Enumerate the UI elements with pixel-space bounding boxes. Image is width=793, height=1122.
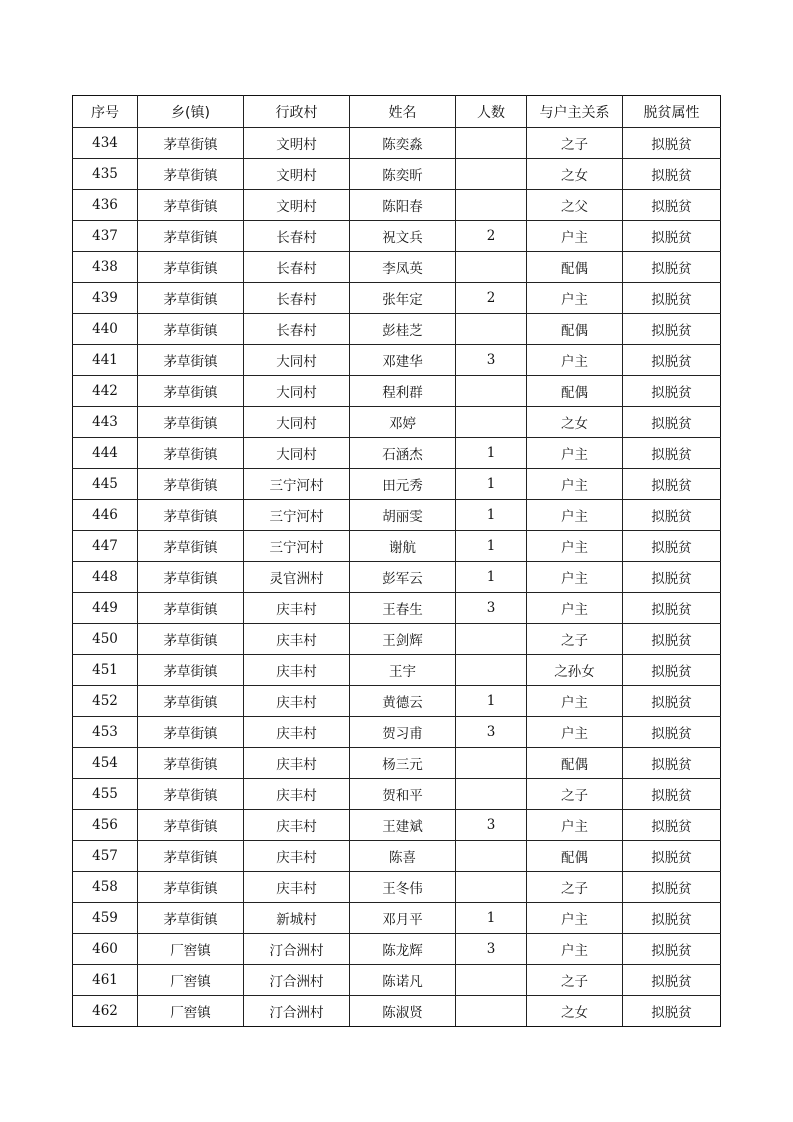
cell-relation: 之孙女	[527, 655, 623, 686]
cell-index: 449	[73, 593, 138, 624]
cell-index: 439	[73, 283, 138, 314]
table-row	[73, 593, 721, 624]
cell-village: 三宁河村	[244, 500, 350, 531]
cell-index: 456	[73, 810, 138, 841]
cell-name: 王宇	[350, 655, 456, 686]
cell-village: 汀合洲村	[244, 965, 350, 996]
table-row	[73, 314, 721, 345]
table-row	[73, 686, 721, 717]
cell-name: 陈阳春	[350, 190, 456, 221]
table-row	[73, 128, 721, 159]
cell-index: 438	[73, 252, 138, 283]
cell-household-size: 2	[456, 283, 527, 314]
cell-index: 445	[73, 469, 138, 500]
cell-relation: 之父	[527, 190, 623, 221]
header-township: 乡(镇)	[138, 96, 244, 128]
cell-township: 茅草街镇	[138, 903, 244, 934]
table-row	[73, 965, 721, 996]
cell-relation: 之女	[527, 996, 623, 1027]
cell-name: 王冬伟	[350, 872, 456, 903]
cell-index: 448	[73, 562, 138, 593]
cell-relation: 之子	[527, 965, 623, 996]
table-row	[73, 438, 721, 469]
table-row	[73, 717, 721, 748]
header-relation: 与户主关系	[527, 96, 623, 128]
cell-name: 王剑辉	[350, 624, 456, 655]
cell-household-size	[456, 314, 527, 345]
cell-township: 茅草街镇	[138, 655, 244, 686]
cell-village: 庆丰村	[244, 748, 350, 779]
cell-township: 茅草街镇	[138, 593, 244, 624]
cell-status: 拟脱贫	[623, 562, 721, 593]
cell-name: 程利群	[350, 376, 456, 407]
cell-village: 长春村	[244, 283, 350, 314]
cell-name: 胡丽雯	[350, 500, 456, 531]
cell-household-size: 1	[456, 562, 527, 593]
cell-status: 拟脱贫	[623, 407, 721, 438]
cell-index: 450	[73, 624, 138, 655]
cell-township: 厂窖镇	[138, 934, 244, 965]
cell-relation: 之子	[527, 872, 623, 903]
cell-relation: 之子	[527, 779, 623, 810]
cell-name: 贺习甫	[350, 717, 456, 748]
cell-name: 谢航	[350, 531, 456, 562]
table-row	[73, 500, 721, 531]
cell-index: 447	[73, 531, 138, 562]
cell-index: 440	[73, 314, 138, 345]
cell-household-size	[456, 965, 527, 996]
cell-village: 文明村	[244, 190, 350, 221]
table-row	[73, 159, 721, 190]
cell-village: 庆丰村	[244, 655, 350, 686]
cell-household-size	[456, 128, 527, 159]
cell-status: 拟脱贫	[623, 128, 721, 159]
cell-name: 王春生	[350, 593, 456, 624]
cell-status: 拟脱贫	[623, 996, 721, 1027]
cell-township: 茅草街镇	[138, 345, 244, 376]
cell-index: 435	[73, 159, 138, 190]
cell-index: 453	[73, 717, 138, 748]
cell-relation: 户主	[527, 283, 623, 314]
cell-index: 442	[73, 376, 138, 407]
cell-relation: 户主	[527, 531, 623, 562]
cell-index: 452	[73, 686, 138, 717]
cell-status: 拟脱贫	[623, 159, 721, 190]
cell-township: 茅草街镇	[138, 190, 244, 221]
cell-village: 庆丰村	[244, 717, 350, 748]
cell-index: 443	[73, 407, 138, 438]
cell-household-size: 2	[456, 221, 527, 252]
cell-township: 茅草街镇	[138, 531, 244, 562]
cell-status: 拟脱贫	[623, 345, 721, 376]
cell-village: 长春村	[244, 252, 350, 283]
cell-index: 436	[73, 190, 138, 221]
cell-household-size	[456, 252, 527, 283]
cell-village: 三宁河村	[244, 469, 350, 500]
cell-name: 邓建华	[350, 345, 456, 376]
cell-relation: 户主	[527, 593, 623, 624]
cell-household-size: 3	[456, 810, 527, 841]
cell-village: 汀合洲村	[244, 996, 350, 1027]
cell-relation: 户主	[527, 686, 623, 717]
header-index: 序号	[73, 96, 138, 128]
cell-household-size: 1	[456, 903, 527, 934]
cell-status: 拟脱贫	[623, 841, 721, 872]
cell-township: 茅草街镇	[138, 283, 244, 314]
header-village: 行政村	[244, 96, 350, 128]
cell-household-size: 1	[456, 469, 527, 500]
cell-index: 441	[73, 345, 138, 376]
cell-household-size	[456, 376, 527, 407]
cell-status: 拟脱贫	[623, 531, 721, 562]
table-row	[73, 283, 721, 314]
cell-name: 李凤英	[350, 252, 456, 283]
cell-status: 拟脱贫	[623, 314, 721, 345]
cell-index: 460	[73, 934, 138, 965]
table-row	[73, 624, 721, 655]
cell-name: 邓婷	[350, 407, 456, 438]
cell-relation: 配偶	[527, 748, 623, 779]
table-row	[73, 190, 721, 221]
cell-village: 文明村	[244, 159, 350, 190]
cell-name: 陈龙辉	[350, 934, 456, 965]
header-row	[73, 96, 721, 128]
cell-relation: 户主	[527, 345, 623, 376]
cell-relation: 户主	[527, 717, 623, 748]
cell-index: 437	[73, 221, 138, 252]
cell-township: 茅草街镇	[138, 376, 244, 407]
cell-village: 长春村	[244, 314, 350, 345]
cell-index: 446	[73, 500, 138, 531]
cell-status: 拟脱贫	[623, 903, 721, 934]
cell-township: 茅草街镇	[138, 407, 244, 438]
cell-relation: 配偶	[527, 841, 623, 872]
cell-status: 拟脱贫	[623, 624, 721, 655]
cell-household-size	[456, 841, 527, 872]
cell-village: 大同村	[244, 438, 350, 469]
cell-household-size: 1	[456, 531, 527, 562]
cell-village: 灵官洲村	[244, 562, 350, 593]
cell-status: 拟脱贫	[623, 438, 721, 469]
cell-township: 茅草街镇	[138, 717, 244, 748]
table-row	[73, 345, 721, 376]
cell-township: 茅草街镇	[138, 810, 244, 841]
cell-name: 陈淑贤	[350, 996, 456, 1027]
cell-household-size	[456, 407, 527, 438]
cell-township: 茅草街镇	[138, 500, 244, 531]
cell-household-size	[456, 655, 527, 686]
cell-index: 455	[73, 779, 138, 810]
cell-relation: 户主	[527, 500, 623, 531]
cell-relation: 之子	[527, 624, 623, 655]
cell-name: 彭桂芝	[350, 314, 456, 345]
table-row	[73, 748, 721, 779]
cell-household-size: 3	[456, 345, 527, 376]
cell-index: 434	[73, 128, 138, 159]
cell-village: 庆丰村	[244, 779, 350, 810]
cell-village: 大同村	[244, 376, 350, 407]
table-row	[73, 872, 721, 903]
table-row	[73, 841, 721, 872]
cell-household-size	[456, 748, 527, 779]
cell-household-size: 3	[456, 934, 527, 965]
header-household-size: 人数	[456, 96, 527, 128]
cell-name: 陈奕淼	[350, 128, 456, 159]
table-row	[73, 996, 721, 1027]
cell-household-size	[456, 996, 527, 1027]
cell-township: 茅草街镇	[138, 748, 244, 779]
cell-village: 新城村	[244, 903, 350, 934]
cell-index: 458	[73, 872, 138, 903]
cell-status: 拟脱贫	[623, 283, 721, 314]
cell-village: 庆丰村	[244, 872, 350, 903]
cell-name: 田元秀	[350, 469, 456, 500]
cell-village: 庆丰村	[244, 593, 350, 624]
cell-township: 茅草街镇	[138, 872, 244, 903]
table-row	[73, 376, 721, 407]
table-row	[73, 221, 721, 252]
cell-relation: 配偶	[527, 376, 623, 407]
cell-status: 拟脱贫	[623, 717, 721, 748]
header-status: 脱贫属性	[623, 96, 721, 128]
cell-relation: 户主	[527, 934, 623, 965]
table-row	[73, 407, 721, 438]
cell-household-size	[456, 190, 527, 221]
cell-household-size	[456, 624, 527, 655]
cell-township: 茅草街镇	[138, 128, 244, 159]
cell-status: 拟脱贫	[623, 872, 721, 903]
cell-status: 拟脱贫	[623, 934, 721, 965]
cell-relation: 之女	[527, 159, 623, 190]
cell-name: 彭军云	[350, 562, 456, 593]
cell-relation: 户主	[527, 469, 623, 500]
cell-township: 茅草街镇	[138, 438, 244, 469]
cell-relation: 户主	[527, 810, 623, 841]
poverty-roster-table	[72, 95, 721, 1027]
cell-household-size	[456, 159, 527, 190]
cell-township: 茅草街镇	[138, 469, 244, 500]
cell-status: 拟脱贫	[623, 252, 721, 283]
cell-township: 茅草街镇	[138, 159, 244, 190]
cell-township: 茅草街镇	[138, 314, 244, 345]
cell-relation: 之女	[527, 407, 623, 438]
cell-household-size: 1	[456, 500, 527, 531]
cell-relation: 配偶	[527, 252, 623, 283]
cell-household-size: 3	[456, 717, 527, 748]
cell-relation: 之子	[527, 128, 623, 159]
cell-relation: 户主	[527, 562, 623, 593]
cell-name: 陈奕昕	[350, 159, 456, 190]
cell-index: 462	[73, 996, 138, 1027]
cell-status: 拟脱贫	[623, 469, 721, 500]
cell-village: 庆丰村	[244, 686, 350, 717]
cell-name: 祝文兵	[350, 221, 456, 252]
cell-township: 茅草街镇	[138, 221, 244, 252]
cell-village: 文明村	[244, 128, 350, 159]
cell-status: 拟脱贫	[623, 686, 721, 717]
cell-index: 457	[73, 841, 138, 872]
table-row	[73, 810, 721, 841]
table-row	[73, 934, 721, 965]
cell-household-size: 1	[456, 438, 527, 469]
cell-village: 三宁河村	[244, 531, 350, 562]
table-row	[73, 903, 721, 934]
cell-township: 茅草街镇	[138, 624, 244, 655]
cell-village: 庆丰村	[244, 841, 350, 872]
cell-name: 杨三元	[350, 748, 456, 779]
cell-village: 大同村	[244, 345, 350, 376]
cell-index: 461	[73, 965, 138, 996]
cell-township: 茅草街镇	[138, 779, 244, 810]
cell-index: 454	[73, 748, 138, 779]
cell-status: 拟脱贫	[623, 748, 721, 779]
cell-name: 贺和平	[350, 779, 456, 810]
cell-village: 庆丰村	[244, 810, 350, 841]
cell-name: 陈诺凡	[350, 965, 456, 996]
table-row	[73, 655, 721, 686]
cell-name: 王建斌	[350, 810, 456, 841]
table-row	[73, 779, 721, 810]
cell-status: 拟脱贫	[623, 593, 721, 624]
cell-township: 茅草街镇	[138, 686, 244, 717]
cell-township: 茅草街镇	[138, 841, 244, 872]
cell-relation: 户主	[527, 438, 623, 469]
cell-township: 茅草街镇	[138, 562, 244, 593]
cell-status: 拟脱贫	[623, 810, 721, 841]
table-row	[73, 252, 721, 283]
cell-name: 黄德云	[350, 686, 456, 717]
table-row	[73, 531, 721, 562]
cell-village: 大同村	[244, 407, 350, 438]
cell-relation: 户主	[527, 221, 623, 252]
cell-status: 拟脱贫	[623, 965, 721, 996]
table-row	[73, 562, 721, 593]
table-row	[73, 469, 721, 500]
cell-relation: 户主	[527, 903, 623, 934]
cell-index: 459	[73, 903, 138, 934]
cell-status: 拟脱贫	[623, 190, 721, 221]
cell-index: 451	[73, 655, 138, 686]
cell-name: 石涵杰	[350, 438, 456, 469]
header-name: 姓名	[350, 96, 456, 128]
cell-township: 厂窖镇	[138, 996, 244, 1027]
cell-relation: 配偶	[527, 314, 623, 345]
cell-name: 张年定	[350, 283, 456, 314]
cell-village: 长春村	[244, 221, 350, 252]
cell-township: 厂窖镇	[138, 965, 244, 996]
cell-household-size: 1	[456, 686, 527, 717]
cell-name: 邓月平	[350, 903, 456, 934]
cell-township: 茅草街镇	[138, 252, 244, 283]
cell-village: 汀合洲村	[244, 934, 350, 965]
cell-index: 444	[73, 438, 138, 469]
cell-status: 拟脱贫	[623, 779, 721, 810]
cell-status: 拟脱贫	[623, 655, 721, 686]
cell-status: 拟脱贫	[623, 221, 721, 252]
cell-household-size	[456, 779, 527, 810]
cell-name: 陈喜	[350, 841, 456, 872]
cell-village: 庆丰村	[244, 624, 350, 655]
cell-household-size: 3	[456, 593, 527, 624]
cell-status: 拟脱贫	[623, 376, 721, 407]
cell-status: 拟脱贫	[623, 500, 721, 531]
cell-household-size	[456, 872, 527, 903]
